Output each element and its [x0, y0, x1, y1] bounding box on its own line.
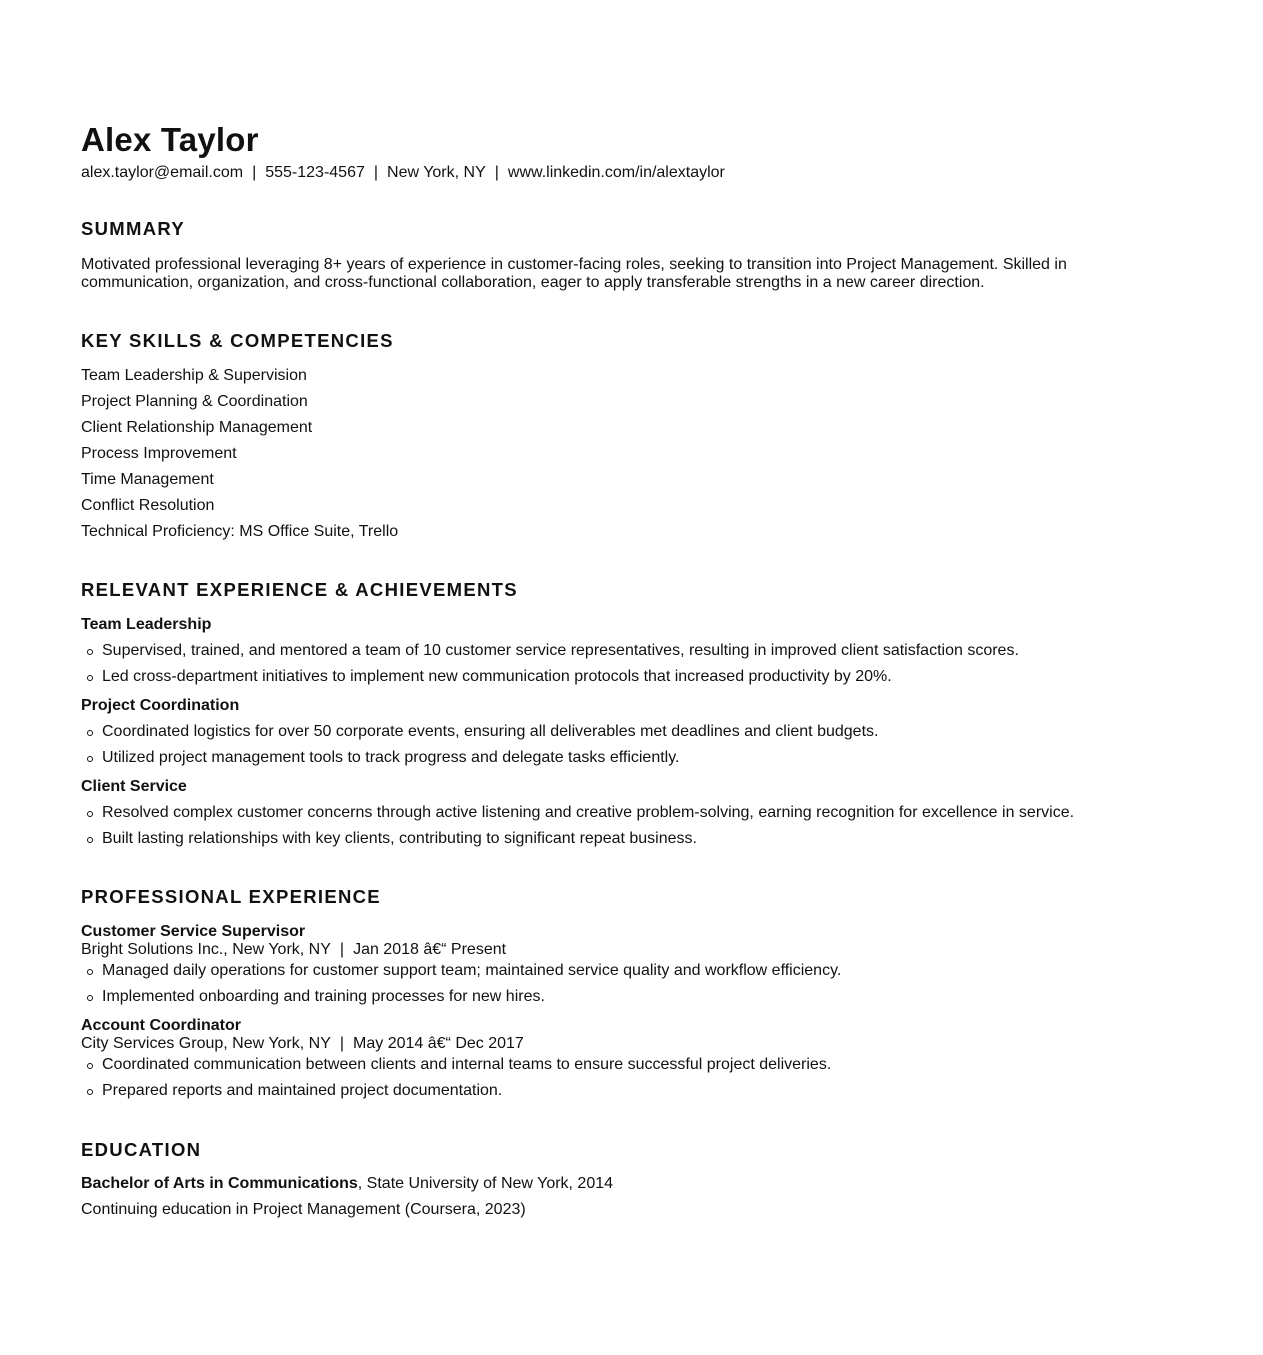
achievement-item: Led cross-department initiatives to implement new communication protocols that increased productivity by 20%. [81, 664, 1181, 690]
job-meta [81, 941, 506, 959]
separator: | [494, 164, 499, 181]
skill-item: Process Improvement [81, 445, 237, 462]
separator: | [339, 941, 345, 958]
separator: | [373, 164, 379, 181]
section-title-summary: SUMMARY [81, 218, 185, 239]
section-title-professional-experience: PROFESSIONAL EXPERIENCE [81, 886, 381, 907]
job-dates: Jan 2018 â€“ Present [353, 941, 507, 958]
skill-item: Project Planning & Coordination [81, 393, 308, 410]
section-title-relevant-experience: RELEVANT EXPERIENCE & ACHIEVEMENTS [81, 579, 518, 600]
section-title-education: EDUCATION [81, 1139, 202, 1160]
separator: | [339, 1035, 345, 1052]
skill-item: Client Relationship Management [81, 419, 313, 436]
achievement-item: Supervised, trained, and mentored a team of 10 customer service representatives, resulting in improved client satisfaction scores. [81, 638, 1181, 664]
job-meta [81, 1035, 524, 1053]
job-company: City Services Group, New York, NY [81, 1035, 331, 1052]
skill-item: Technical Proficiency: MS Office Suite, Trello [81, 523, 399, 540]
skills-list [81, 363, 681, 545]
skill-item: Conflict Resolution [81, 497, 215, 514]
separator: | [252, 164, 257, 181]
job-bullet: Coordinated communication between clients and internal teams to ensure successful project deliveries. [81, 1052, 1181, 1078]
degree-institution: , State University of New York, 2014 [357, 1175, 614, 1192]
candidate-name: Alex Taylor [81, 121, 259, 158]
contact-location: New York, NY [387, 164, 486, 181]
achievement-list [81, 638, 1181, 690]
continuing-education: Continuing education in Project Management (Coursera, 2023) [81, 1201, 526, 1218]
achievement-item: Resolved complex customer concerns through active listening and creative problem-solving, earning recognition for excellence in service. [81, 800, 1181, 826]
achievement-item: Built lasting relationships with key clients, contributing to significant repeat business. [81, 826, 1181, 852]
job-title: Customer Service Supervisor [81, 923, 306, 940]
job-bullet: Prepared reports and maintained project documentation. [81, 1078, 1181, 1104]
skill-item: Time Management [81, 471, 214, 488]
job-title: Account Coordinator [81, 1017, 241, 1034]
achievement-list [81, 719, 1181, 771]
degree-name: Bachelor of Arts in Communications [81, 1175, 358, 1192]
job-bullet-list [81, 958, 1181, 1010]
skill-item: Team Leadership & Supervision [81, 367, 307, 384]
contact-linkedin: www.linkedin.com/in/alextaylor [507, 164, 725, 181]
achievement-item: Utilized project management tools to track progress and delegate tasks efficiently. [81, 745, 1181, 771]
achievement-list [81, 800, 1181, 852]
job-company: Bright Solutions Inc., New York, NY [81, 941, 331, 958]
achievement-group-heading: Client Service [81, 778, 187, 795]
contact-line [81, 163, 725, 183]
achievement-group-heading: Project Coordination [81, 697, 240, 714]
achievement-group-heading: Team Leadership [81, 616, 212, 633]
job-bullet: Implemented onboarding and training processes for new hires. [81, 984, 1181, 1010]
job-bullet-list [81, 1052, 1181, 1104]
job-bullet: Managed daily operations for customer support team; maintained service quality and workflow efficiency. [81, 958, 1181, 984]
job-dates: May 2014 â€“ Dec 2017 [353, 1035, 524, 1052]
achievement-item: Coordinated logistics for over 50 corporate events, ensuring all deliverables met deadlines and client budgets. [81, 719, 1181, 745]
contact-phone: 555-123-4567 [265, 164, 365, 181]
section-title-skills: KEY SKILLS & COMPETENCIES [81, 330, 394, 351]
education-degree-line [81, 1171, 613, 1197]
contact-email: alex.taylor@email.com [81, 164, 244, 181]
summary-text: Motivated professional leveraging 8+ years of experience in customer-facing roles, seeking to transition into Project Management. Skilled in communication, organization, and cross-functional collaboration, eager to apply transferable strengths in a new career direction. [81, 256, 1067, 291]
